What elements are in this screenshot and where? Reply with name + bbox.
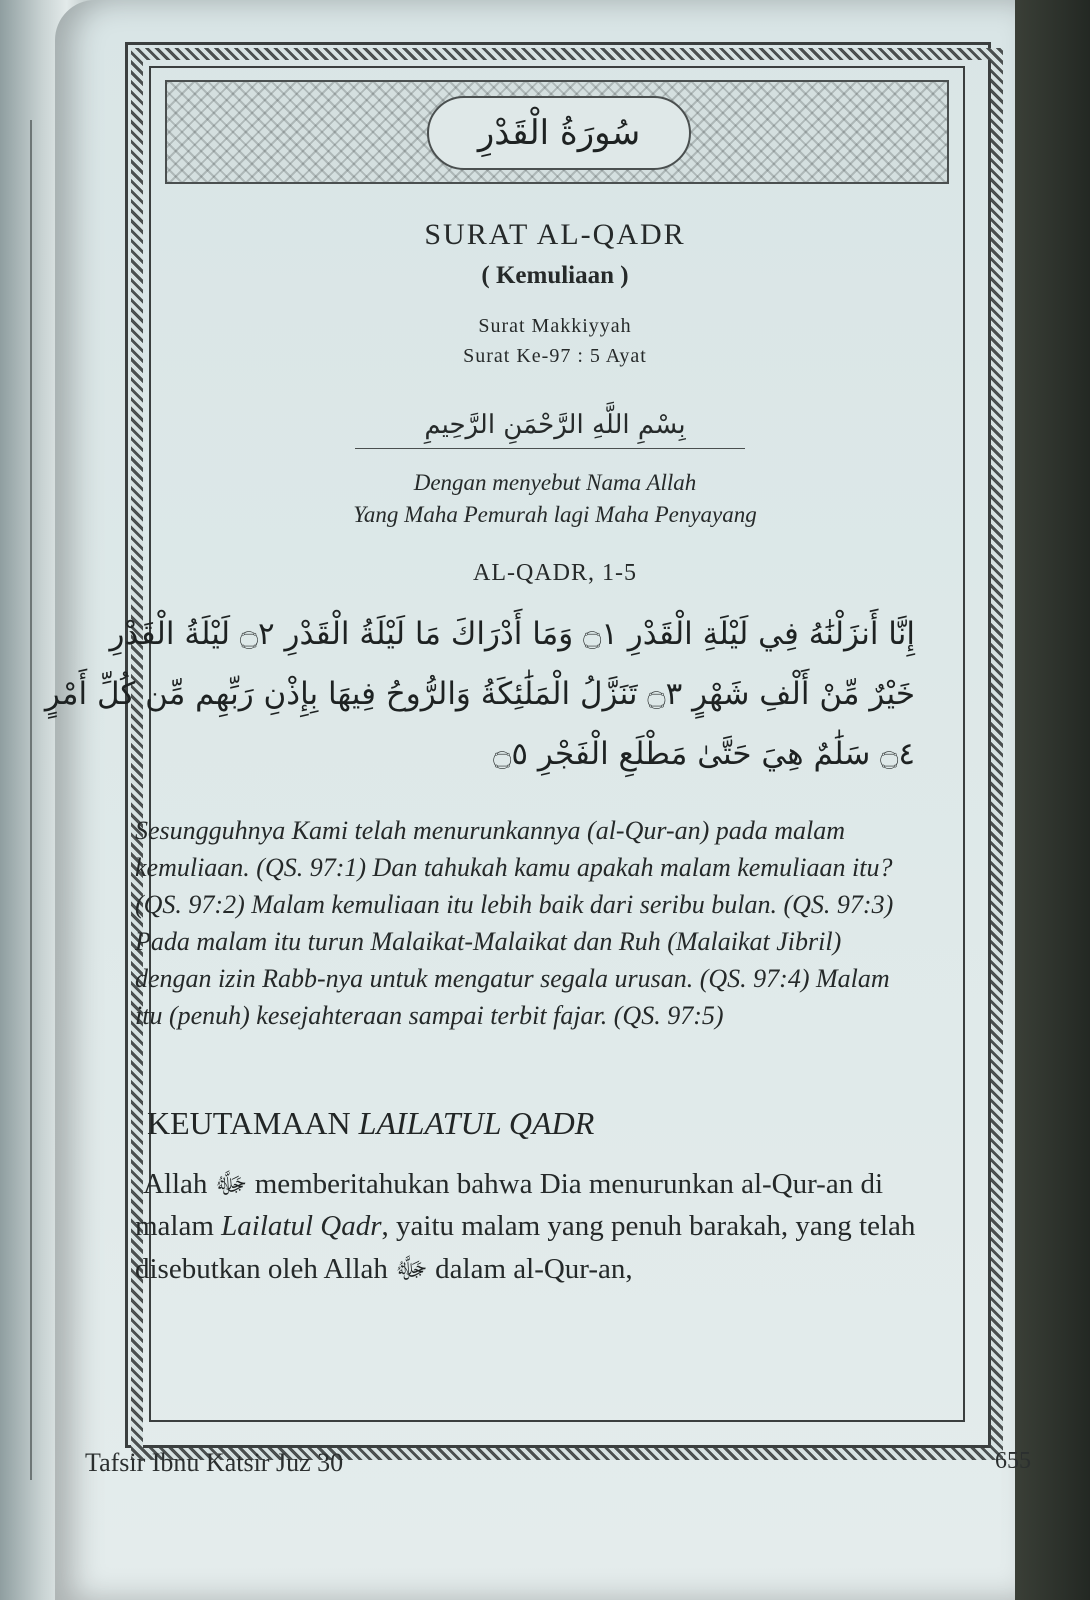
basmala-translation-line2: Yang Maha Pemurah lagi Maha Penyayang bbox=[353, 502, 757, 527]
surah-header-cartouche bbox=[427, 96, 691, 170]
basmala-underline bbox=[355, 448, 745, 449]
paragraph-part3: dalam al-Qur-an, bbox=[427, 1253, 633, 1285]
paragraph-part2: , yaitu malam yang penuh barakah, yang telah disebutkan oleh Allah bbox=[135, 1210, 916, 1285]
left-page-rule bbox=[30, 120, 32, 1480]
surah-subtitle: ( Kemuliaan ) bbox=[481, 262, 629, 289]
basmala-arabic: بِسْمِ اللَّهِ الرَّحْمَنِ الرَّحِيمِ bbox=[424, 410, 686, 440]
honorific-glyph: ﷻ bbox=[214, 1166, 248, 1200]
ayat-reference: AL-QADR, 1-5 bbox=[473, 560, 637, 586]
surah-info: Surat Ke-97 : 5 Ayat bbox=[463, 345, 647, 367]
ayat-arabic-block bbox=[44, 604, 915, 784]
paragraph-allah: Allah bbox=[143, 1168, 215, 1200]
section-heading bbox=[147, 1105, 907, 1142]
ayat-line-2: خَيْرٌ مِّنْ أَلْفِ شَهْرٍ ۝٣ تَنَزَّلُ الْمَلَٰئِكَةُ وَالرُّوحُ فِيهَا بِإِذْنِ رَبِّهِم مِّن كُلِّ أَمْرٍ bbox=[44, 676, 915, 712]
ayat-translation: Sesungguhnya Kami telah menurunkannya (al-Qur-an) pada malam kemuliaan. (QS. 97:1) Dan tahukah kamu apakah malam kemuliaan itu? (QS. 97:2) Malam kemuliaan itu lebih baik dari seribu bulan. (QS. 97:3) Pada malam itu turun Malaikat-Malaikat dan Ruh (Malaikat Jibril) dengan izin Rabb-nya untuk mengatur segala urusan. (QS. 97:4) Malam itu (penuh) kesejahteraan sampai terbit fajar. (QS. 97:5) bbox=[135, 816, 894, 1030]
section-heading-italic: LAILATUL QADR bbox=[358, 1105, 595, 1141]
section-heading-prefix: KEUTAMAAN bbox=[147, 1105, 359, 1141]
surah-arabic-title: سُورَةُ الْقَدْرِ bbox=[477, 113, 641, 153]
surah-type: Surat Makkiyyah bbox=[478, 315, 632, 337]
footer-book-title: Tafsir Ibnu Katsir Juz 30 bbox=[85, 1448, 344, 1477]
surah-header-panel bbox=[165, 80, 949, 184]
paragraph-part1: memberitahukan bahwa Dia menurunkan al-Qur-an di malam bbox=[135, 1168, 884, 1242]
footer-page-number: 655 bbox=[995, 1448, 1031, 1474]
background-surface bbox=[1015, 0, 1090, 1600]
paragraph-italic-term: Lailatul Qadr bbox=[221, 1210, 382, 1242]
book-page bbox=[44, 0, 1031, 1600]
ayat-line-3: ۝٤ سَلَٰمٌ هِيَ حَتَّىٰ مَطْلَعِ الْفَجْرِ ۝٥ bbox=[493, 736, 915, 772]
surah-title: SURAT AL-QADR bbox=[424, 218, 686, 251]
section-paragraph bbox=[135, 1162, 945, 1290]
honorific-glyph-2: ﷻ bbox=[395, 1251, 428, 1285]
basmala-translation-line1: Dengan menyebut Nama Allah bbox=[413, 470, 697, 495]
ayat-line-1: إِنَّا أَنزَلْنَٰهُ فِي لَيْلَةِ الْقَدْرِ ۝١ وَمَا أَدْرَاكَ مَا لَيْلَةُ الْقَدْرِ ۝٢ لَيْلَةُ الْقَدْرِ bbox=[109, 616, 915, 652]
